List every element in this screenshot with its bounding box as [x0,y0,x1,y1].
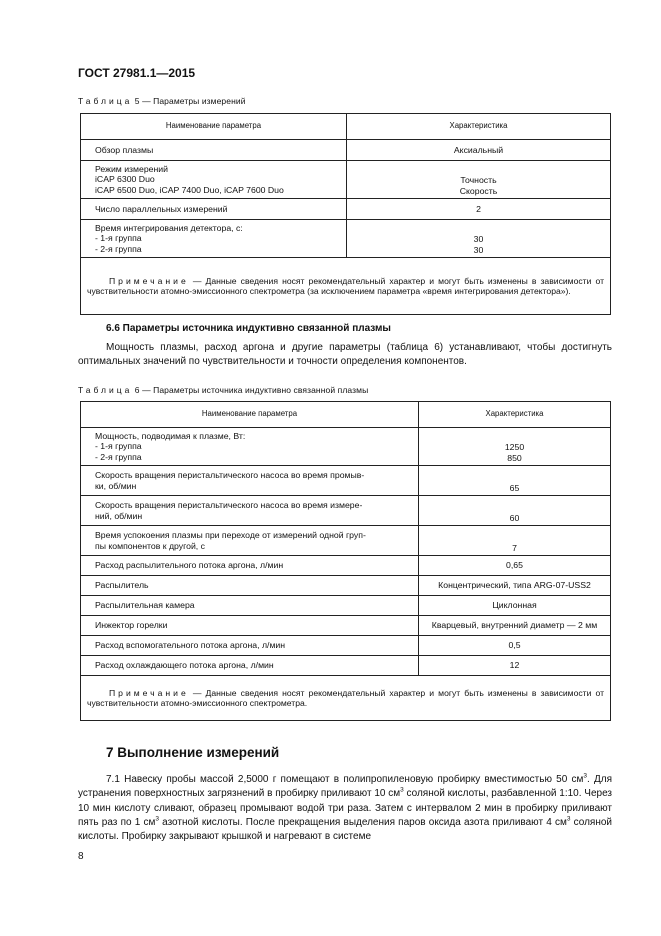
table6-row [81,466,611,496]
param-name-line: Режим измерений [95,163,169,174]
param-name-line: iCAP 6500 Duo, iCAP 7400 Duo, iCAP 7600 Duo [95,184,284,195]
table6-row [81,576,611,596]
table6-row [81,496,611,526]
table6-param-value [419,596,611,616]
param-name-line: Распылитель [95,580,149,591]
table5-row [81,220,611,258]
param-name-line: Инжектор горелки [95,620,168,631]
param-value-line: 60 [509,512,520,523]
param-name-line: Расход вспомогательного потока аргона, л/мин [95,640,286,651]
table5-row [81,140,611,161]
table6-param-name [81,636,419,656]
param-value-line: 30 [473,244,484,255]
table6-param-value [419,636,611,656]
table6-param-name [81,616,419,636]
table6-param-name [81,466,419,496]
param-name-line: Мощность, подводимая к плазме, Вт: [95,430,246,441]
table5-caption-title: 5 — Параметры измерений [134,96,246,106]
table6-row [81,556,611,576]
superscript-3: 3 [155,815,159,823]
param-name-line: Скорость вращения перистальтического насоса во время измере- [95,500,363,510]
table6-param-name [81,526,419,556]
table5-param-value [347,199,611,220]
param-name-line: Обзор плазмы [95,144,154,155]
table6-param-name [81,596,419,616]
table5-note [81,258,611,315]
section-7-1-text-d: азотной кислоты. После прекращения выделения паров оксида азота приливают 4 см [158,816,567,828]
table5-param-name [81,140,347,161]
table6-col-header-value: Характеристика [419,402,611,428]
table6-row [81,636,611,656]
table6-param-value [419,556,611,576]
table6-row [81,616,611,636]
table6-row [81,526,611,556]
section-6-6-text: Мощность плазмы, расход аргона и другие параметры (таблица 6) устанавливают, чтобы достигнуть оптимальных значений по чувствительности и точности определения компонентов. [78,342,612,368]
table5-col-header-value: Характеристика [347,114,611,140]
table6-param-value [419,428,611,466]
table5-note-text: — Данные сведения носят рекомендательный характер и могут быть изменены в зависимости от чувствительности атомно-эмиссионного спектрометра (за исключением параметра «время интегрирования детектора»). [87,275,605,296]
param-value-line: Скорость [459,185,498,196]
param-name-line: ки, об/мин [95,480,137,491]
param-name-line: ний, об/мин [95,510,143,521]
table6-param-value [419,496,611,526]
param-name-line: Расход распылительного потока аргона, л/мин [95,560,284,571]
param-name-line: - 1-я группа [95,441,142,452]
param-name-line: - 2-я группа [95,451,142,462]
table6-param-value [419,656,611,676]
param-value-line: 0,5 [508,640,521,651]
section-6-6-paragraph [78,341,612,370]
section-7-1-text-b: . Для устранения поверхностных загрязнений в пробирку приливают 10 см [78,774,612,800]
param-name-line: Число параллельных измерений [95,203,228,214]
table6-param-name [81,496,419,526]
table5-param-name [81,161,347,199]
table5-param-name [81,199,347,220]
param-value-line: Циклонная [492,600,537,611]
table6-param-name [81,428,419,466]
section-7-1-paragraph [78,773,612,844]
table5-param-value [347,220,611,258]
superscript-3: 3 [583,772,587,780]
param-value-line: 2 [476,203,481,214]
table6-header-row [81,402,611,428]
param-value-line: 12 [509,660,520,671]
table5-row [81,161,611,199]
table6-row [81,596,611,616]
section-7-1-text-a: 7.1 Навеску пробы массой 2,5000 г помещают в полипропиленовую пробирку вместимостью 50 см [106,774,584,785]
table5-col-header-name: Наименование параметра [81,114,347,140]
table5-note-label: Примечание [109,275,189,286]
param-name-line: iCAP 6300 Duo [95,174,155,185]
param-name-line: - 2-я группа [95,243,142,254]
table5-caption-word: Таблица [78,96,133,106]
table6-note-text: — Данные сведения носят рекомендательный характер и могут быть изменены в зависимости от чувствительности атомно-эмиссионного спектрометра. [87,687,605,708]
document-header: ГОСТ 27981.1—2015 [78,66,196,80]
table6-col-header-name: Наименование параметра [81,402,419,428]
table6-caption-word: Таблица [78,385,133,395]
table6-param-value [419,466,611,496]
page-number: 8 [78,851,84,862]
table5-caption [78,96,246,106]
table5-param-value [347,161,611,199]
table6-note-label: Примечание [109,687,189,698]
table6-row [81,428,611,466]
section-7-1-text-c: соляной кислоты, разбавленной 1:10. Через 10 мин кислоту сливают, образец промывают водой три раза. Затем с интервалом 2 мин в пробирку приливают пять раз по 1 см [78,788,613,828]
param-value-line: 1250 [504,442,525,452]
param-value-line: Точность [460,175,497,185]
param-value-line: 850 [507,452,522,463]
table6-note [81,676,611,721]
param-value-line: Аксиальный [453,144,504,155]
table6-param-value [419,526,611,556]
param-name-line: Время интегрирования детектора, с: [95,222,243,233]
section-7-1-text-e: соляной кислоты. Пробирку закрывают крышкой и нагревают в системе [78,816,613,843]
table6-row [81,656,611,676]
param-value-line: Кварцевый, внутренний диаметр — 2 мм [431,620,598,631]
param-value-line: 65 [509,482,520,493]
table6-note-row [81,676,611,721]
param-name-line: Скорость вращения перистальтического насоса во время промыв- [95,470,365,480]
param-value-line: 7 [512,542,517,553]
table6-param-name [81,656,419,676]
table6-param-name [81,556,419,576]
table6-param-value [419,576,611,596]
param-value-line: 0,65 [506,560,523,571]
param-name-line: Расход охлаждающего потока аргона, л/мин [95,660,274,671]
table6-param-name [81,576,419,596]
param-name-line: пы компонентов к другой, с [95,540,205,551]
table5-row [81,199,611,220]
superscript-3: 3 [400,786,404,794]
table6-param-value [419,616,611,636]
param-name-line: - 1-я группа [95,233,142,244]
param-value-line: 30 [473,234,484,244]
superscript-3: 3 [566,815,571,823]
table6-caption [78,385,368,395]
table5 [80,113,611,315]
table5-header-row [81,114,611,140]
table5-param-value [347,140,611,161]
section-7-heading: 7 Выполнение измерений [106,745,280,760]
param-name-line: Время успокоения плазмы при переходе от измерений одной груп- [95,530,366,540]
table5-note-row [81,258,611,315]
table6-caption-title: 6 — Параметры источника индуктивно связанной плазмы [134,385,369,395]
param-value-line: Концентрический, типа ARG-07-USS2 [438,580,591,591]
table6 [80,401,611,721]
table5-param-name [81,220,347,258]
section-6-6-heading: 6.6 Параметры источника индуктивно связанной плазмы [106,323,391,334]
param-name-line: Распылительная камера [95,600,195,611]
